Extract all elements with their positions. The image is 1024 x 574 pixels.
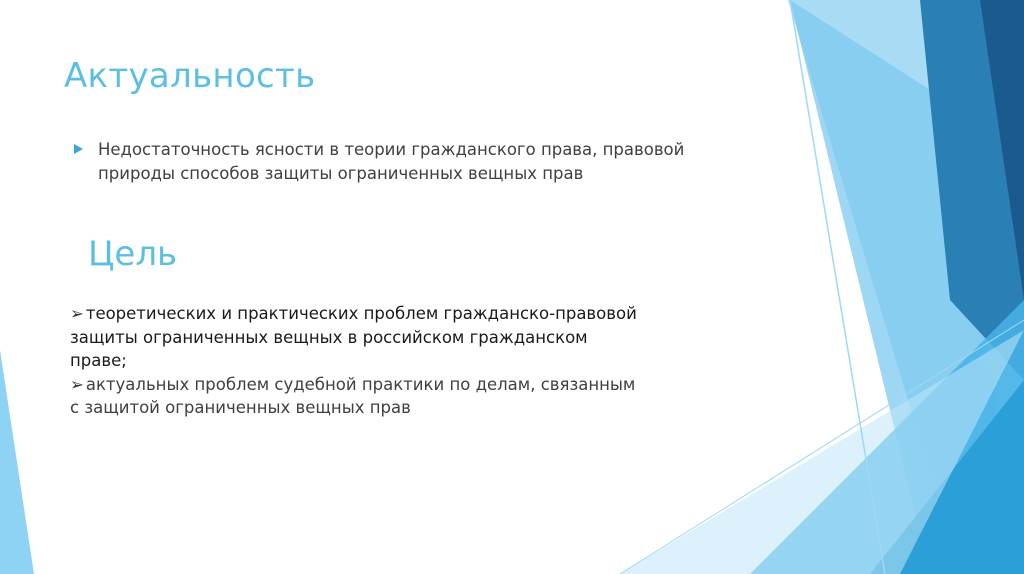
goal-2-text: актуальных проблем судебной практики по делам, связанным: [85, 374, 636, 394]
bullet-item: [74, 138, 714, 186]
goal-1-continuation: защиты ограниченных вещных в российском гражданском праве;: [70, 327, 588, 370]
goal-item-1: [70, 302, 670, 373]
slide-title: Актуальность: [64, 56, 316, 96]
bullet-text: Недостаточность ясности в теории гражданского права, правовой природы способов защиты ограниченных вещных прав: [98, 140, 685, 183]
triangle-bullet-icon: [74, 144, 83, 154]
arrow-marker-icon: ➢: [70, 304, 84, 323]
goal-2-continuation: с защитой ограниченных вещных прав: [70, 398, 411, 417]
goal-heading: Цель: [88, 234, 178, 274]
goal-item-2: [70, 373, 670, 420]
goal-1-text: теоретических и практических проблем гражданско-правовой: [85, 304, 637, 323]
left-sliver-shape: [0, 350, 34, 574]
arrow-marker-icon: ➢: [70, 374, 84, 394]
goals-list: [70, 302, 670, 420]
